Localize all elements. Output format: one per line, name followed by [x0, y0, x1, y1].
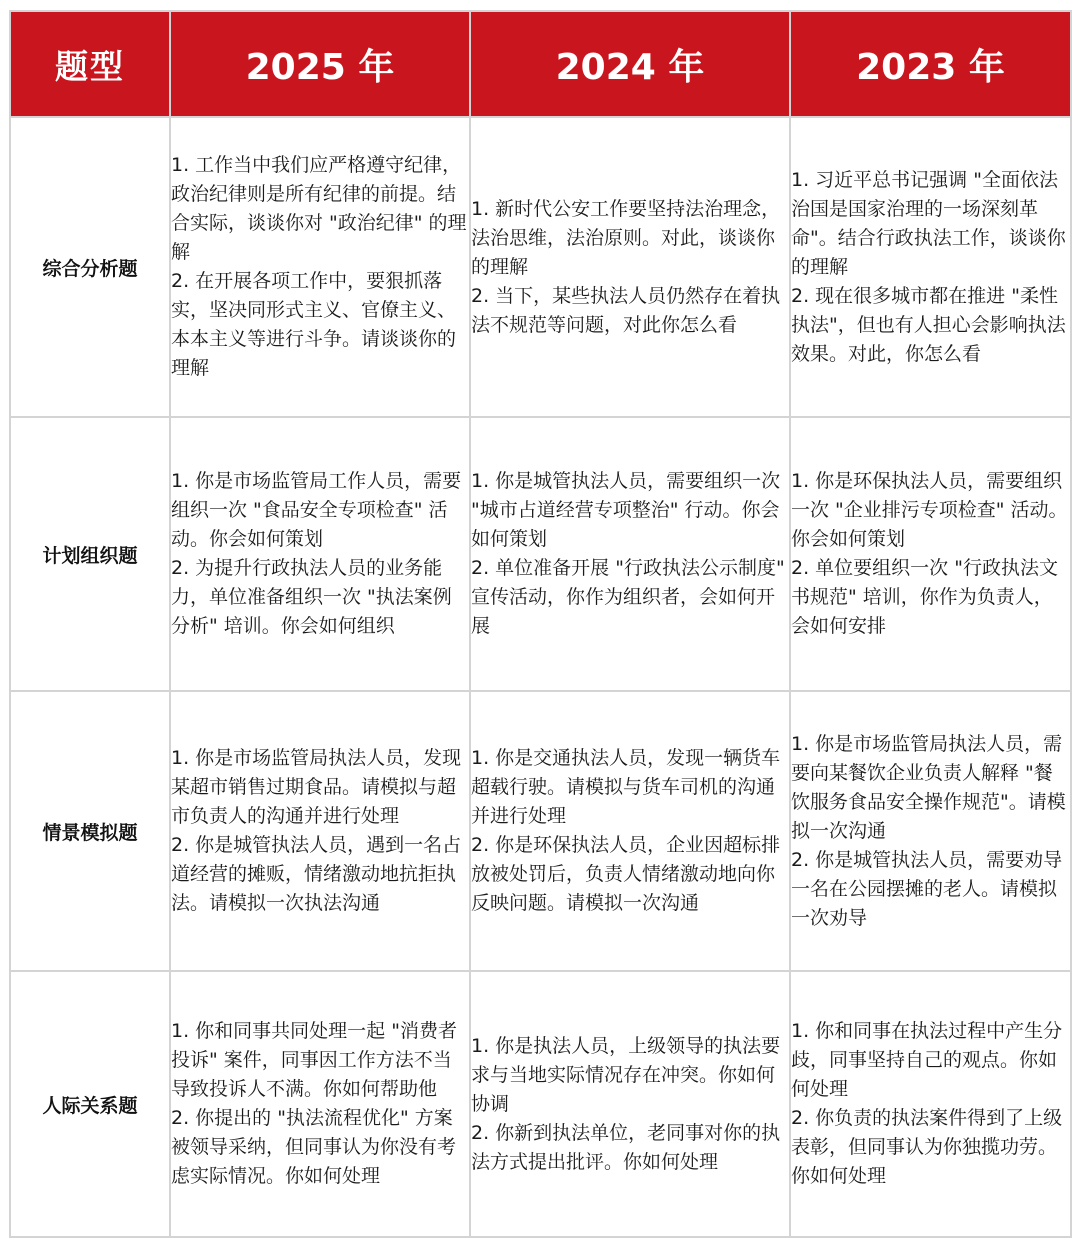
- question-item: 2. 你是城管执法人员，遇到一名占道经营的摊贩，情绪激动地抗拒执法。请模拟一次执法沟通: [171, 834, 462, 914]
- question-item: 2. 你负责的执法案件得到了上级表彰，但同事认为你独揽功劳。你如何处理: [791, 1107, 1063, 1187]
- question-cell: [470, 117, 790, 417]
- table-row: [10, 971, 1071, 1237]
- question-cell: [470, 691, 790, 971]
- question-item: 1. 你是环保执法人员，需要组织一次 "企业排污专项检查" 活动。你会如何策划: [791, 470, 1068, 550]
- header-type: 题型: [10, 11, 170, 117]
- question-cell: [170, 971, 470, 1237]
- question-item: 1. 你是市场监管局工作人员，需要组织一次 "食品安全专项检查" 活动。你会如何策划: [171, 470, 462, 550]
- question-item: 2. 你是环保执法人员，企业因超标排放被处罚后，负责人情绪激动地向你反映问题。请模拟一次沟通: [471, 834, 781, 914]
- question-item: 2. 单位准备开展 "行政执法公示制度" 宣传活动，你作为组织者，会如何开展: [471, 557, 785, 637]
- table-row: [10, 691, 1071, 971]
- exam-question-table: [9, 10, 1072, 1238]
- question-cell: [170, 691, 470, 971]
- question-type: 情景模拟题: [10, 691, 170, 971]
- header-row: [10, 11, 1071, 117]
- question-item: 1. 新时代公安工作要坚持法治理念，法治思维，法治原则。对此，谈谈你的理解: [471, 197, 781, 278]
- question-item: 1. 你是市场监管局执法人员，需要向某餐饮企业负责人解释 "餐饮服务食品安全操作规范"。请模拟一次沟通: [791, 732, 1066, 842]
- question-cell: [170, 117, 470, 417]
- question-item: 2. 你提出的 "执法流程优化" 方案被领导采纳，但同事认为你没有考虑实际情况。你如何处理: [171, 1107, 457, 1187]
- question-cell: [470, 417, 790, 691]
- question-cell: [790, 971, 1071, 1237]
- question-item: 2. 现在很多城市都在推进 "柔性执法"，但也有人担心会影响执法效果。对此，你怎么看: [791, 284, 1066, 365]
- question-type: 计划组织题: [10, 417, 170, 691]
- question-item: 1. 你和同事在执法过程中产生分歧，同事坚持自己的观点。你如何处理: [791, 1020, 1063, 1100]
- question-item: 1. 你是城管执法人员，需要组织一次 "城市占道经营专项整治" 行动。你会如何策划: [471, 470, 781, 550]
- table-row: [10, 417, 1071, 691]
- question-cell: [170, 417, 470, 691]
- header-year-2024: 2024 年: [470, 11, 790, 117]
- question-cell: [790, 117, 1071, 417]
- header-year-2025: 2025 年: [170, 11, 470, 117]
- question-item: 2. 为提升行政执法人员的业务能力，单位准备组织一次 "执法案例分析" 培训。你会如何组织: [171, 557, 452, 637]
- question-item: 1. 你是市场监管局执法人员，发现某超市销售过期食品。请模拟与超市负责人的沟通并进行处理: [171, 747, 462, 827]
- question-item: 1. 习近平总书记强调 "全面依法治国是国家治理的一场深刻革命"。结合行政执法工作，谈谈你的理解: [791, 168, 1066, 278]
- question-item: 1. 你是交通执法人员，发现一辆货车超载行驶。请模拟与货车司机的沟通并进行处理: [471, 747, 781, 827]
- question-item: 2. 你是城管执法人员，需要劝导一名在公园摆摊的老人。请模拟一次劝导: [791, 848, 1063, 929]
- question-cell: [790, 417, 1071, 691]
- question-type: 综合分析题: [10, 117, 170, 417]
- question-item: 2. 单位要组织一次 "行政执法文书规范" 培训，你作为负责人，会如何安排: [791, 557, 1058, 637]
- question-cell: [790, 691, 1071, 971]
- table-row: [10, 117, 1071, 417]
- question-cell: [470, 971, 790, 1237]
- question-item: 1. 你和同事共同处理一起 "消费者投诉" 案件，同事因工作方法不当导致投诉人不满。你如何帮助他: [171, 1020, 457, 1100]
- question-item: 2. 你新到执法单位，老同事对你的执法方式提出批评。你如何处理: [471, 1121, 781, 1173]
- header-year-2023: 2023 年: [790, 11, 1071, 117]
- question-item: 2. 在开展各项工作中，要狠抓落实，坚决同形式主义、官僚主义、本本主义等进行斗争。请谈谈你的理解: [171, 270, 457, 379]
- question-item: 2. 当下，某些执法人员仍然存在着执法不规范等问题，对此你怎么看: [471, 284, 781, 336]
- question-item: 1. 工作当中我们应严格遵守纪律，政治纪律则是所有纪律的前提。结合实际，谈谈你对 "政治纪律" 的理解: [171, 154, 467, 263]
- question-type: 人际关系题: [10, 971, 170, 1237]
- question-item: 1. 你是执法人员，上级领导的执法要求与当地实际情况存在冲突。你如何协调: [471, 1034, 781, 1115]
